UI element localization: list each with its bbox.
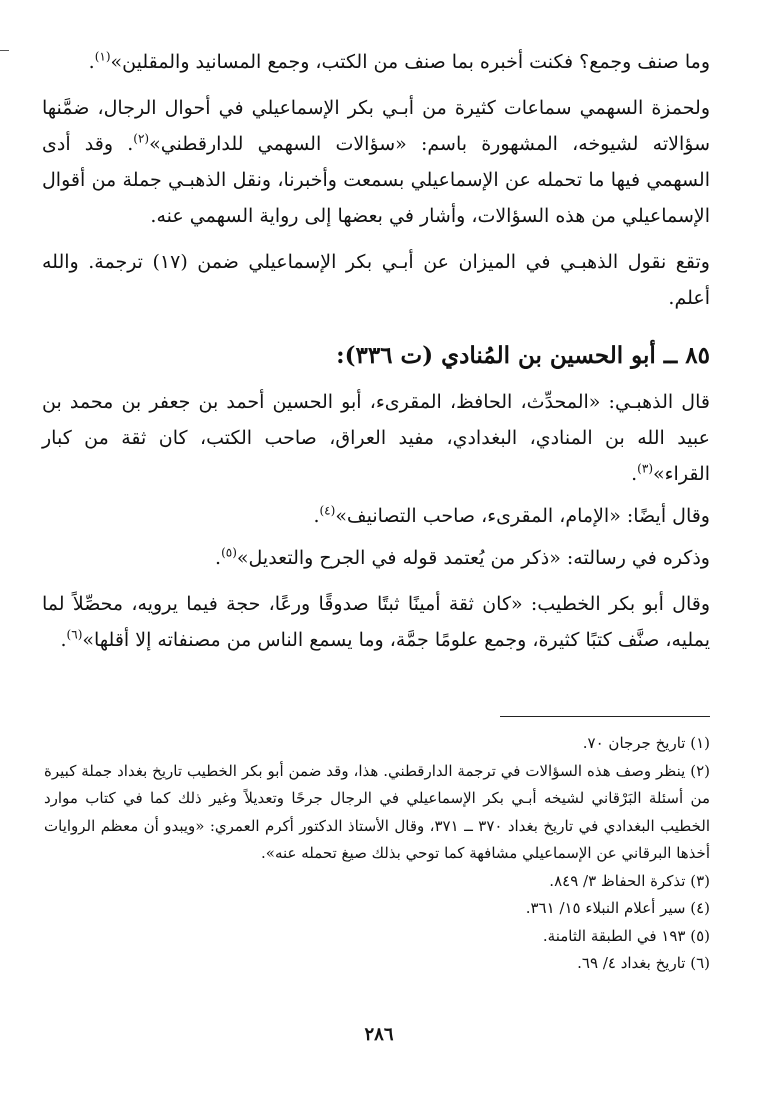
footnote-ref-5[interactable]: (٥) [221,545,237,560]
footnote-4: (٤) سير أعلام النبلاء ١٥/ ٣٦١. [525,899,710,917]
paragraph-5: وقال أيضًا: «الإمام، المقرىء، صاحب التصانيف»$^{(٤)}$. [313,503,710,527]
paragraph-2: ولحمزة السهمي سماعات كثيرة من أبـي بكر الإسماعيلي في أحوال الرجال، ضمَّنها سؤالاته لشيوخه، المشهورة باسم: «سؤالات السهمي للدارقطني»$^{(٢)}$. وقد أدى السهمي فيها ما تحمله عن الإسماعيلي بسمعت وأخبرنا، ونقل الذهبـي جملة من أقوال الإسماعيلي من هذه السؤالات، وأشار في بعضها إلى رواية السهمي عنه. [42,97,710,227]
footnote-ref-6[interactable]: (٦) [66,627,83,642]
entry-heading: ٨٥ ــ أبو الحسين بن المُنادي (ت ٣٣٦): [336,342,710,369]
footnote-ref-1[interactable]: (١) [94,49,111,64]
footnote-2: (٢) ينظر وصف هذه السؤالات في ترجمة الدارقطني. هذا، وقد ضمن أبو بكر الخطيب تاريخ بغداد جملة كبيرة من أسئلة البَرْقاني لشيخه أبـي بكر الإسماعيلي في الرجال جرحًا وتعديلاً وغير ذلك كما في كتاب موارد الخطيب البغدادي في تاريخ بغداد ٣٧٠ ــ ٣٧١، وقال الأستاذ الدكتور أكرم العمري: «ويبدو أن معظم الروايات أخذها البرقاني عن الإسماعيلي مشافهة كما توحي بذلك صيغ تحمله عنه». [44,761,711,862]
footnote-ref-2[interactable]: (٢) [133,131,150,146]
paragraph-3: وتقع نقول الذهبـي في الميزان عن أبـي بكر الإسماعيلي ضمن (١٧) ترجمة. والله أعلم. [42,251,710,309]
footnote-divider [500,716,710,717]
main-text [42,44,710,664]
footnote-ref-4[interactable]: (٤) [319,503,336,518]
paragraph-6: وذكره في رسالته: «ذكر من يُعتمد قوله في الجرح والتعديل»$^{(٥)}$. [215,545,710,569]
page-number: ٢٨٦ [364,1024,394,1045]
footnote-6: (٦) تاريخ بغداد ٤/ ٦٩. [577,954,710,972]
footnote-5: (٥) ١٩٣ في الطبقة الثامنة. [542,926,710,945]
footnote-3: (٣) تذكرة الحفاظ ٣/ ٨٤٩. [549,871,710,890]
footnotes [44,730,710,978]
footnote-1: (١) تاريخ جرجان ٧٠. [582,734,710,752]
scan-edge-mark [0,50,9,51]
paragraph-7: وقال أبو بكر الخطيب: «كان ثقة أمينًا ثبتًا صدوقًا ورعًا، حجة فيما يرويه، محصِّلاً لما يمليه، صنَّف كتبًا كثيرة، وجمع علومًا جمَّة، وما يسمع الناس من مصنفاته إلا أقلها»$^{(٦)}$. [42,593,710,651]
footnote-ref-3[interactable]: (٣) [637,461,653,476]
paragraph-4: قال الذهبـي: «المحدِّث، الحافظ، المقرىء، أبو الحسين أحمد بن جعفر بن محمد بن عبيد الله بن المنادي، البغدادي، مفيد العراق، صاحب الكتب، كان ثقة من كبار القراء»$^{(٣)}$. [42,391,710,485]
paragraph-1: وما صنف وجمع؟ فكنت أخبره بما صنف من الكتب، وجمع المسانيد والمقلين»$^{(١)}$. [88,49,710,73]
